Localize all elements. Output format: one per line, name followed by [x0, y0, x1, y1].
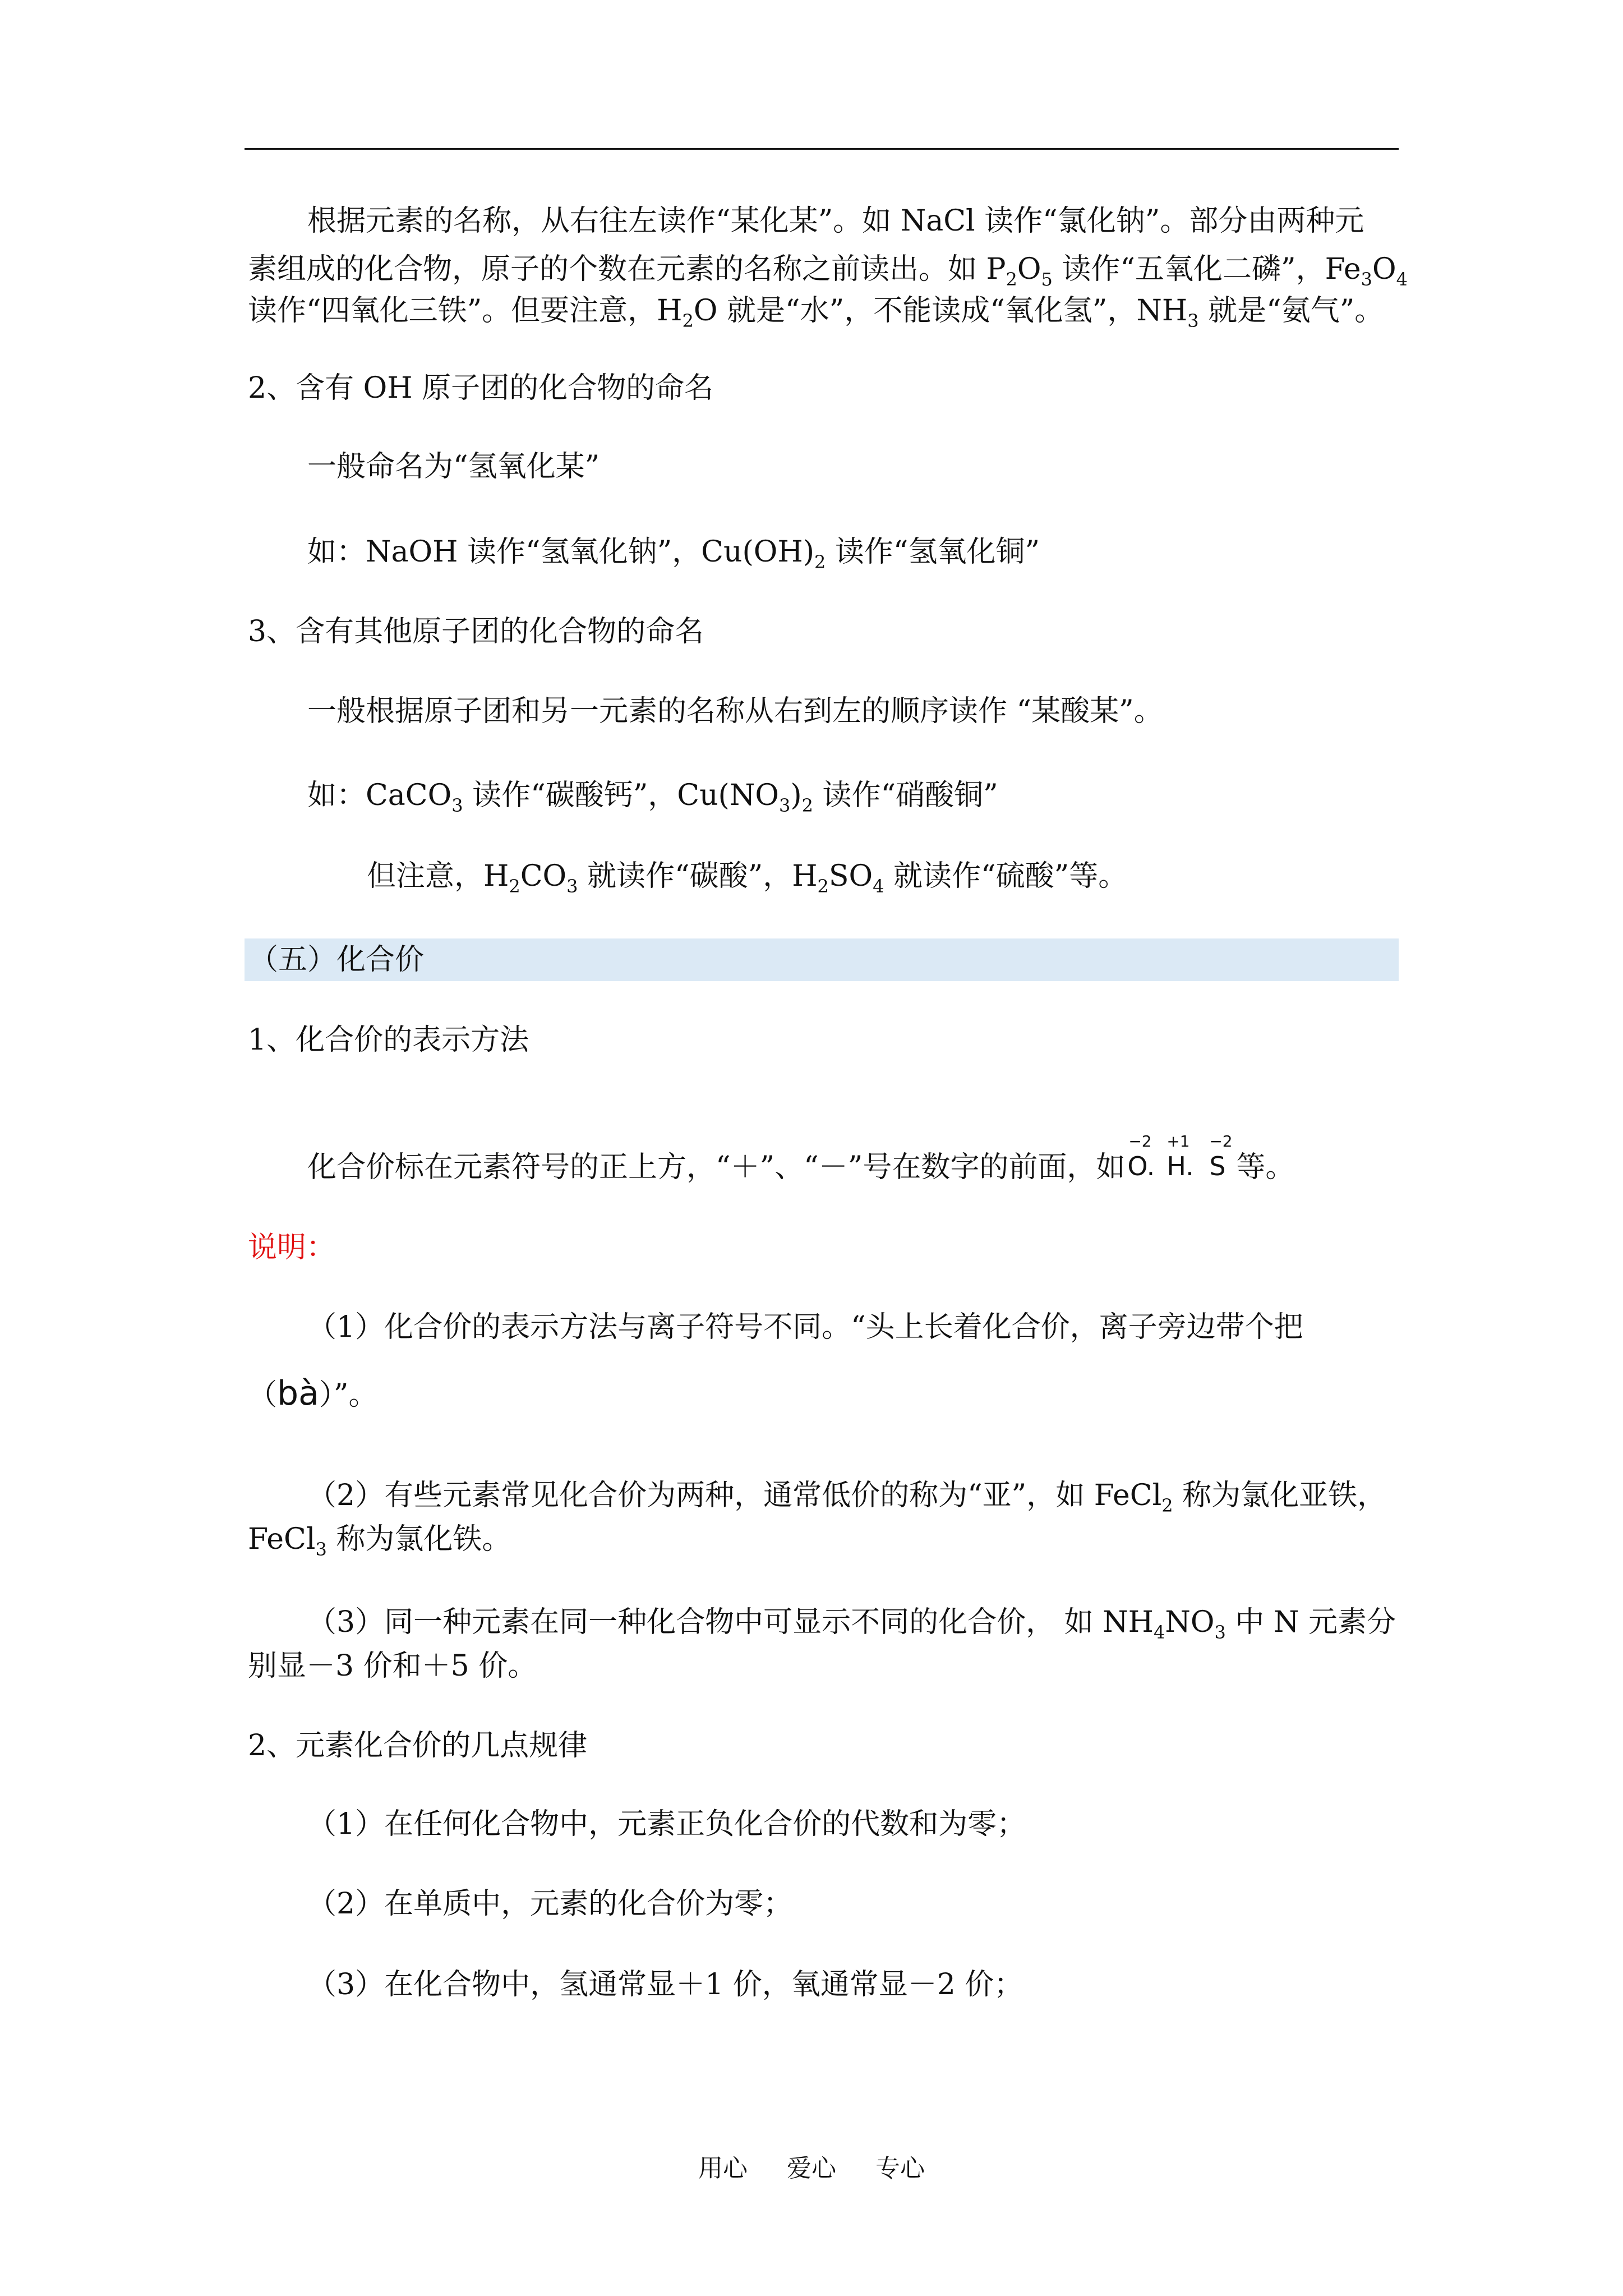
element-h: H. — [1166, 1151, 1194, 1181]
rule-2: （2）在单质中，元素的化合价为零； — [307, 1887, 793, 1921]
paragraph-naming-line-2: 素组成的化合物，原子的个数在元素的名称之前读出。如 $P_2O_5$ 读作“五氧化二磷”，$Fe_3O_4$ — [248, 252, 1408, 290]
section-title-valence: （五）化合价 — [249, 943, 425, 977]
note-label: 说明： — [248, 1231, 336, 1264]
heading-valence-rules: 2、元素化合价的几点规律 — [248, 1729, 588, 1763]
element-o: O. — [1127, 1151, 1155, 1181]
other-groups-examples: 如：CaCO$_3$ 读作“碳酸钙”，$Cu(NO_3)_2$ 读作“硝酸铜” — [307, 779, 998, 816]
footer-word-3: 专心 — [875, 2154, 925, 2183]
header-rule — [245, 148, 1399, 150]
other-groups-rule: 一般根据原子团和另一元素的名称从右到左的顺序读作 “某酸某”。 — [307, 694, 1163, 728]
note-1-line-2: （bà）”。 — [248, 1374, 378, 1413]
acid-exceptions: 但注意，$H_2CO_3$ 就读作“碳酸”，$H_2SO_4$ 就读作“硫酸”等。 — [367, 859, 1128, 897]
oh-general-rule: 一般命名为“氢氧化某” — [307, 450, 600, 484]
footer-word-1: 用心 — [698, 2154, 748, 2183]
footer-word-2: 爱心 — [787, 2154, 836, 2183]
note-3-line-2: 别显－3 价和＋5 价。 — [248, 1649, 537, 1683]
valence-s: −2 — [1209, 1132, 1233, 1151]
rule-1: （1）在任何化合物中，元素正负化合价的代数和为零； — [307, 1807, 1026, 1841]
paragraph-naming-line-1: 根据元素的名称，从右往左读作“某化某”。如 NaCl 读作“氯化钠”。部分由两种元 — [307, 204, 1364, 238]
note-2-line-1: （2）有些元素常见化合价为两种，通常低价的称为“亚”，如 FeCl$_2$ 称为氯化亚铁， — [307, 1479, 1387, 1516]
valence-h: +1 — [1166, 1132, 1190, 1151]
heading-oh-compounds: 2、含有 OH 原子团的化合物的命名 — [248, 371, 714, 405]
valence-symbols-figure — [1127, 1133, 1234, 1189]
note-3-line-1: （3）同一种元素在同一种化合物中可显示不同的化合价， 如 $NH_4NO_3$ 中 N 元素分 — [307, 1605, 1396, 1643]
heading-valence-notation: 1、化合价的表示方法 — [248, 1023, 529, 1057]
heading-other-groups: 3、含有其他原子团的化合物的命名 — [248, 615, 704, 648]
valence-notation-text: 化合价标在元素符号的正上方，“＋”、“－”号在数字的前面，如 −2 O. +1 H. −2 S 等。 — [307, 1133, 1294, 1189]
rule-3: （3）在化合物中，氢通常显＋1 价，氧通常显－2 价； — [307, 1968, 1023, 2001]
paragraph-naming-line-3: 读作“四氧化三铁”。但要注意，$H_2O$ 就是“水”，不能读成“氧化氢”，$NH_3$ 就是“氨气”。 — [248, 294, 1384, 332]
page-footer — [0, 2153, 1623, 2184]
element-s: S — [1209, 1151, 1226, 1181]
note-1-line-1: （1）化合价的表示方法与离子符号不同。“头上长着化合价，离子旁边带个把 — [307, 1310, 1303, 1344]
note-2-line-2: FeCl$_3$ 称为氯化铁。 — [248, 1522, 511, 1560]
valence-o: −2 — [1128, 1132, 1152, 1151]
oh-examples: 如：NaOH 读作“氢氧化钠”，$Cu(OH)_2$ 读作“氢氧化铜” — [307, 535, 1040, 573]
